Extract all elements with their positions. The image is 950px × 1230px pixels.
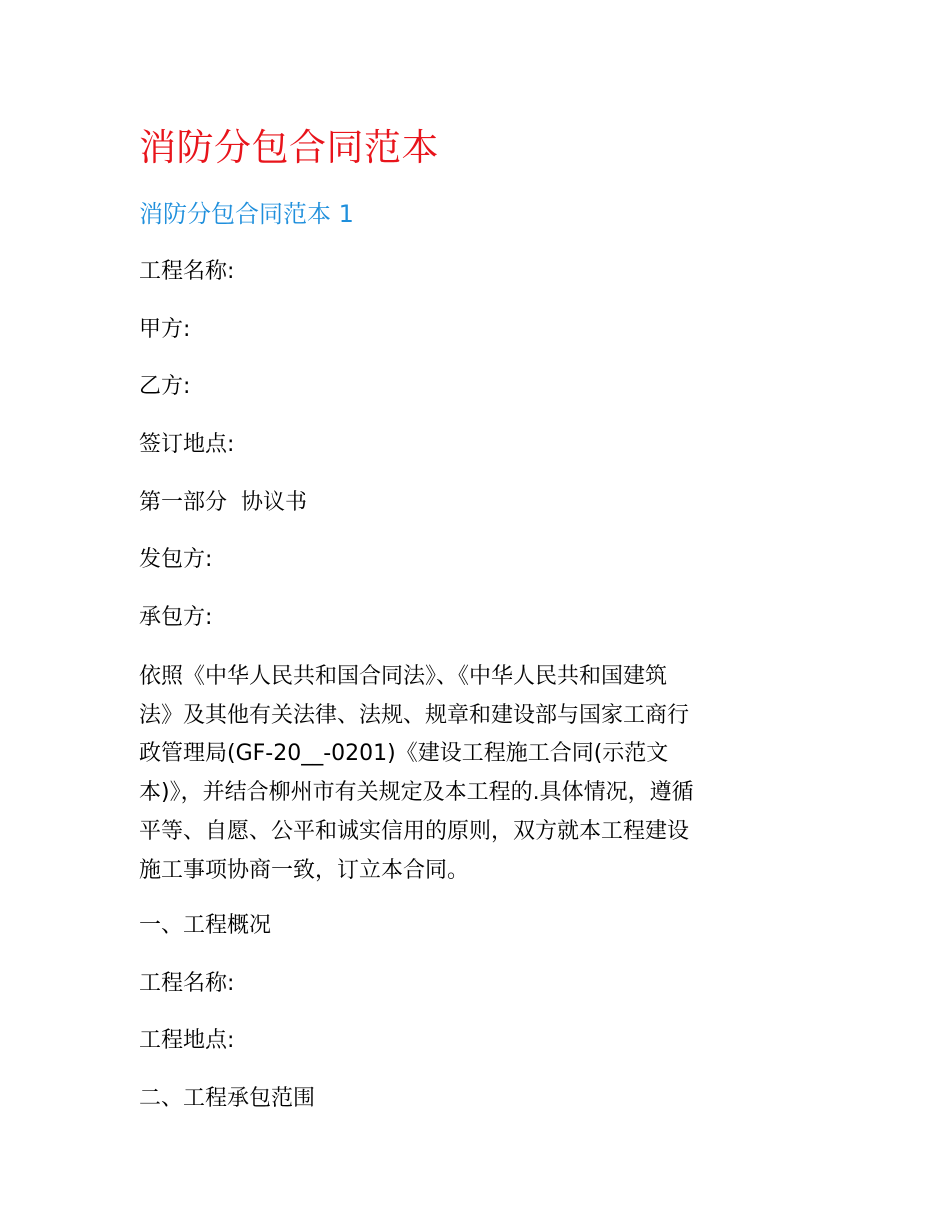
- section-project-overview: 一、工程概况: [139, 913, 272, 938]
- section-part-one-heading: 第一部分 协议书: [139, 490, 307, 515]
- field-party-b: 乙方:: [139, 374, 191, 399]
- document-title: 消防分包合同范本: [139, 126, 439, 169]
- field-project-name: 工程名称:: [139, 259, 235, 284]
- field-employer: 发包方:: [139, 547, 213, 572]
- field-contractor: 承包方:: [139, 605, 213, 630]
- field-overview-project-name: 工程名称:: [139, 971, 235, 996]
- agreement-paragraph: [139, 658, 829, 890]
- paragraph-line: 本)》，并结合柳州市有关规定及本工程的.具体情况，遵循: [139, 780, 694, 806]
- paragraph-line: 政管理局(GF-20__-0201)《建设工程施工合同(示范文: [139, 741, 669, 767]
- section-contract-scope: 二、工程承包范围: [139, 1086, 316, 1111]
- document-subtitle: 消防分包合同范本 1: [139, 200, 354, 228]
- paragraph-line: 依照《中华人民共和国合同法》、《中华人民共和国建筑: [139, 664, 668, 689]
- field-signing-place: 签订地点:: [139, 432, 235, 457]
- paragraph-line: 平等、自愿、公平和诚实信用的原则，双方就本工程建设: [139, 818, 690, 844]
- paragraph-line: 施工事项协商一致，订立本合同。: [139, 857, 470, 883]
- field-project-location: 工程地点:: [139, 1028, 235, 1053]
- field-party-a: 甲方:: [139, 317, 191, 342]
- paragraph-line: 法》及其他有关法律、法规、规章和建设部与国家工商行: [139, 702, 690, 728]
